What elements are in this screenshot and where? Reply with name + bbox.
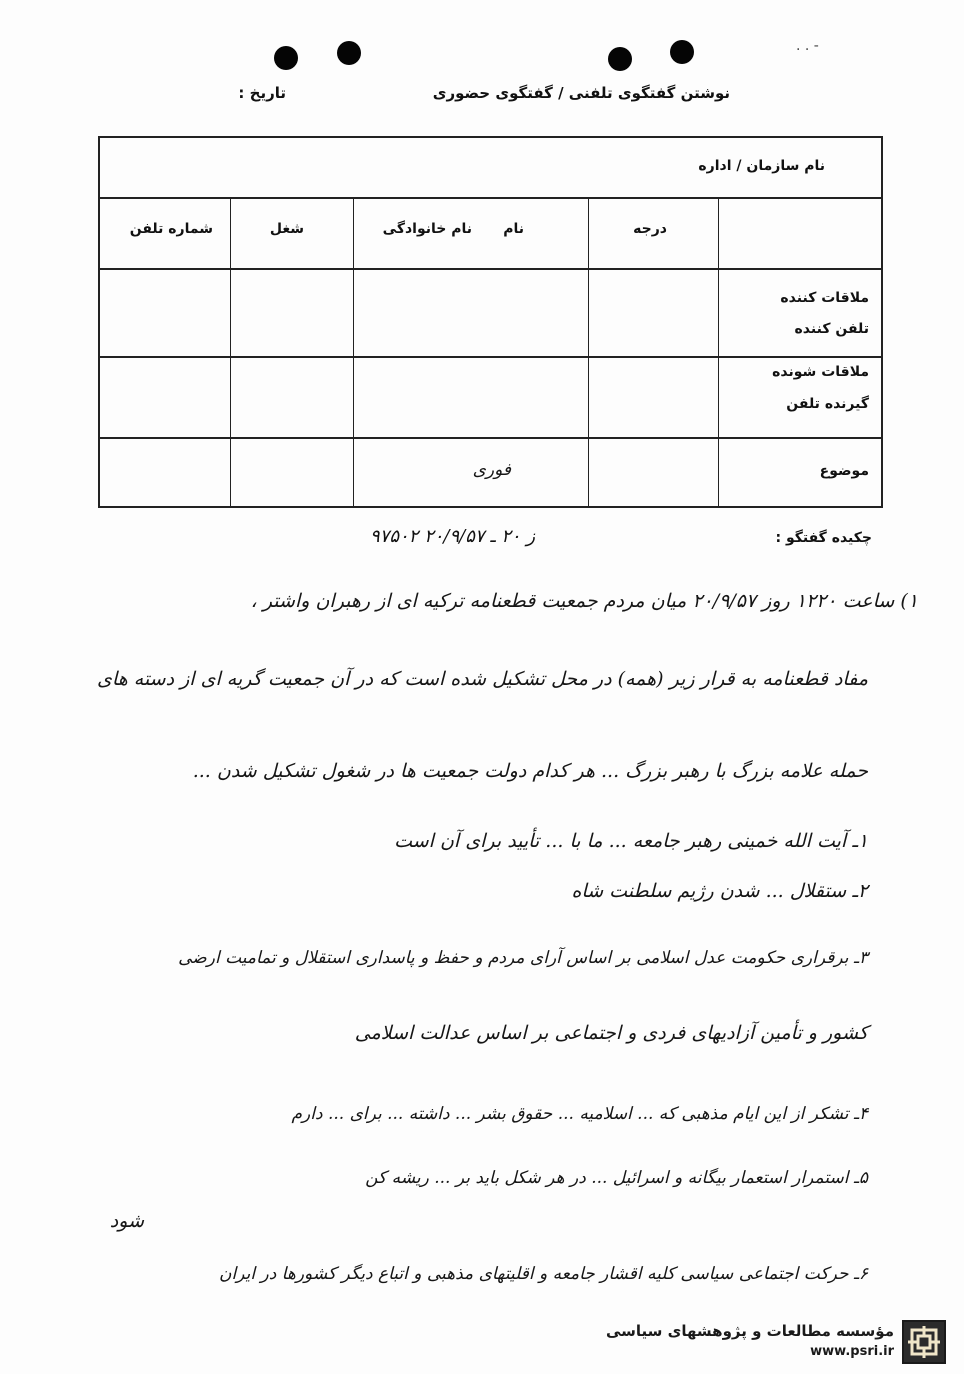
summary-label: چکیده گفتگو : (775, 530, 872, 546)
handwritten-line: کشور و تأمین آزادیهای فردی و اجتماعی بر اساس عدالت اسلامی (354, 1022, 868, 1044)
handwritten-line: ۵ـ استمرار استعمار بیگانه و اسرائیل ... در هر شکل باید بر ... ریشه کن (365, 1168, 868, 1188)
row-visited: ملاقات شونده (772, 364, 869, 380)
date-label: تاریخ : (238, 84, 286, 102)
row-visitor: ملاقات کننده (780, 290, 869, 306)
punch-hole (337, 41, 361, 65)
publisher-url[interactable]: www.psri.ir (810, 1344, 894, 1359)
handwritten-line: ۱) ساعت ۱۲۲۰ روز ۲۰/۹/۵۷ میان مردم جمعیت قطعنامه ترکیه ای از رهبران واشتر ، (250, 590, 918, 612)
psri-logo-icon (902, 1320, 946, 1364)
handwritten-line: شود (109, 1210, 144, 1232)
col-rank: درجه (633, 221, 667, 237)
handwritten-line: مفاد قطعنامه به قرار زیر (همه) در محل تشکیل شده است که در آن جمعیت گریه ای از دسته های (97, 668, 868, 690)
col-phone: شماره تلفن (129, 221, 213, 237)
subject-value: فوری (472, 460, 511, 480)
corner-marks: - . . (796, 38, 819, 54)
handwritten-line: ۳ـ برقراری حکومت عدل اسلامی بر اساس آرای مردم و حفظ و پاسداری استقلال و تمامیت ارضی (178, 948, 868, 968)
row-subject: موضوع (819, 463, 869, 479)
col-family-name: نام خانوادگی (382, 221, 472, 237)
form-title: نوشتن گفتگوی تلفنی / گفتگوی حضوری (432, 84, 730, 102)
handwritten-line: ۶ـ حرکت اجتماعی سیاسی کلیه اقشار جامعه و اقلیتهای مذهبی و اتباع دیگر کشورها در ایران (219, 1264, 868, 1284)
punch-hole (608, 47, 632, 71)
punch-hole (670, 40, 694, 64)
publisher-watermark (605, 1318, 946, 1368)
handwritten-line: ۱ـ آیت الله خمینی رهبر جامعه ... ما با ... تأیید برای آن است (394, 830, 868, 852)
handwritten-line: ۲ـ ستقلال ... شدن رژیم سلطنت شاه (571, 880, 868, 902)
handwritten-line: ۴ـ تشکر از این ایام مذهبی که ... اسلامیه ... حقوق بشر ... داشته ... برای ... دارم (291, 1104, 868, 1124)
org-label: نام سازمان / اداره (698, 158, 825, 174)
summary-value: ۹۷۵۰۲ ز ۲۰ ـ ۲۰/۹/۵۷ (370, 526, 536, 547)
col-job: شغل (269, 221, 304, 237)
publisher-name: مؤسسه مطالعات و پژوهشهای سیاسی (605, 1322, 894, 1340)
call-form-table (98, 136, 883, 508)
col-name: نام (503, 221, 524, 237)
punch-hole (274, 46, 298, 70)
row-receiver: گیرنده تلفن (786, 396, 869, 412)
handwritten-line: حمله علامه بزرگ با رهبر بزرگ ... هر کدام دولت جمعیت ها در شغول تشکیل شدن ... (192, 760, 868, 782)
row-caller: تلفن کننده (794, 321, 869, 337)
